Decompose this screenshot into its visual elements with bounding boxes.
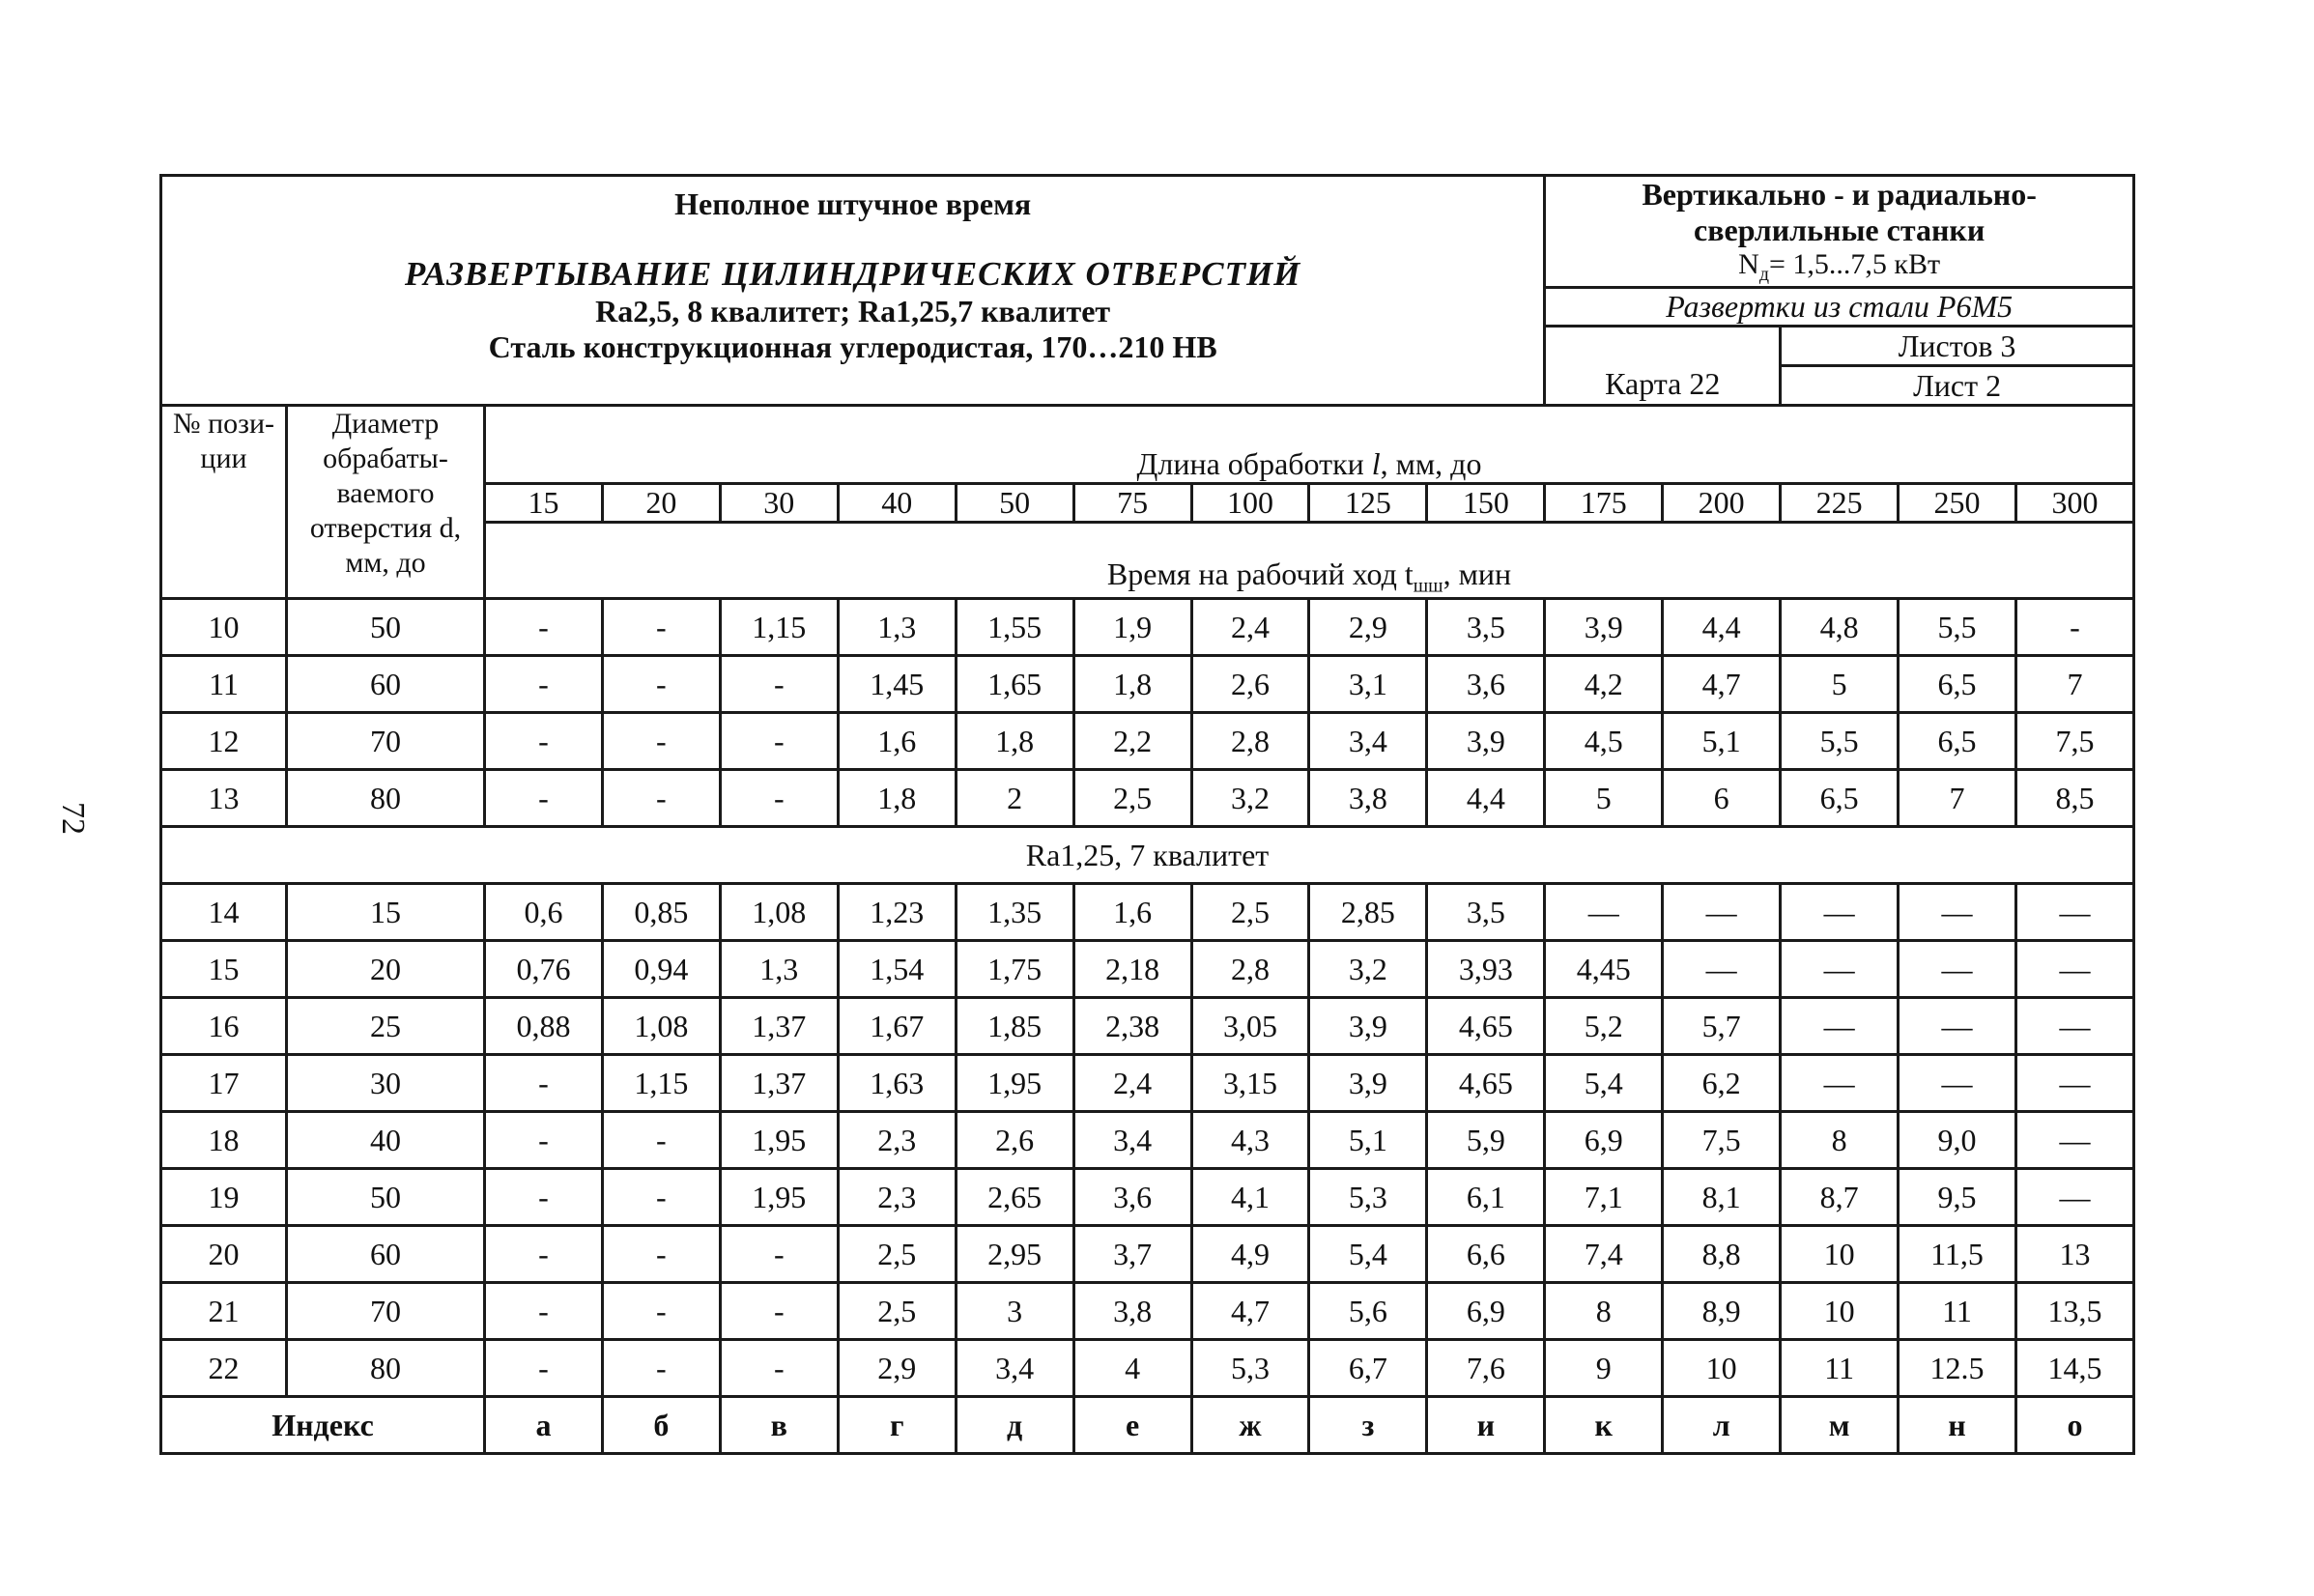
- time-cell: 5,1: [1663, 713, 1781, 770]
- table-row: [161, 1112, 2134, 1169]
- time-cell: 3,93: [1427, 941, 1545, 998]
- time-cell: 8,1: [1663, 1169, 1781, 1226]
- time-cell: 4,3: [1191, 1112, 1309, 1169]
- time-cell: 2,5: [1191, 884, 1309, 941]
- left-title: Неполное штучное время: [674, 186, 1032, 221]
- time-cell: -: [602, 656, 720, 713]
- pos-cell: 19: [161, 1169, 287, 1226]
- length-value: 20: [602, 484, 720, 523]
- length-value: 300: [2015, 484, 2133, 523]
- time-cell: 13: [2015, 1226, 2133, 1283]
- index-letter: б: [602, 1397, 720, 1454]
- time-cell: 2,65: [956, 1169, 1073, 1226]
- time-cell: 5,9: [1427, 1112, 1545, 1169]
- time-cell: 1,95: [956, 1055, 1073, 1112]
- time-cell: -: [602, 770, 720, 827]
- time-cell: 5,2: [1545, 998, 1663, 1055]
- table-row: [161, 1169, 2134, 1226]
- time-cell: 2,4: [1191, 599, 1309, 656]
- index-row: [161, 1397, 2134, 1454]
- time-cell: —: [1781, 998, 1899, 1055]
- time-cell: 4,4: [1663, 599, 1781, 656]
- time-cell: 1,8: [838, 770, 956, 827]
- time-cell: 0,6: [485, 884, 603, 941]
- table-row: [161, 884, 2134, 941]
- index-letter: е: [1073, 1397, 1191, 1454]
- time-cell: 7,1: [1545, 1169, 1663, 1226]
- time-cell: 4,4: [1427, 770, 1545, 827]
- table-row: [161, 599, 2134, 656]
- diam-cell: 20: [287, 941, 485, 998]
- time-cell: 7,4: [1545, 1226, 1663, 1283]
- length-value: 75: [1073, 484, 1191, 523]
- time-cell: 8: [1545, 1283, 1663, 1340]
- table-row: [161, 1055, 2134, 1112]
- time-cell: 7: [2015, 656, 2133, 713]
- time-cell: -: [720, 1226, 838, 1283]
- time-cell: 3,2: [1191, 770, 1309, 827]
- table-row: [161, 1283, 2134, 1340]
- page-number: 72: [55, 802, 91, 835]
- diam-cell: 70: [287, 1283, 485, 1340]
- diam-cell: 60: [287, 1226, 485, 1283]
- time-cell: —: [2015, 941, 2133, 998]
- time-cell: 4,8: [1781, 599, 1899, 656]
- diam-cell: 50: [287, 1169, 485, 1226]
- time-cell: 1,37: [720, 1055, 838, 1112]
- time-cell: -: [602, 1112, 720, 1169]
- material: Сталь конструкционная углеродистая, 170…210 НВ: [488, 329, 1217, 364]
- time-cell: 4,5: [1545, 713, 1663, 770]
- time-cell: 8,5: [2015, 770, 2133, 827]
- sheets-total: Листов 3: [1781, 327, 2134, 366]
- time-cell: 5,4: [1309, 1226, 1427, 1283]
- time-cell: 4,2: [1545, 656, 1663, 713]
- table-row: [161, 998, 2134, 1055]
- time-cell: 2,9: [838, 1340, 956, 1397]
- time-cell: 2,5: [838, 1283, 956, 1340]
- time-cell: 1,23: [838, 884, 956, 941]
- time-cell: 5,5: [1899, 599, 2016, 656]
- length-value: 40: [838, 484, 956, 523]
- time-cell: —: [2015, 1112, 2133, 1169]
- index-letter: д: [956, 1397, 1073, 1454]
- time-cell: —: [2015, 884, 2133, 941]
- time-cell: 1,08: [602, 998, 720, 1055]
- time-cell: 11: [1899, 1283, 2016, 1340]
- subtitle: Ra2,5, 8 квалитет; Ra1,25,7 квалитет: [595, 294, 1111, 328]
- table-row: [161, 713, 2134, 770]
- time-cell: 1,3: [838, 599, 956, 656]
- time-cell: 6,2: [1663, 1055, 1781, 1112]
- time-cell: -: [485, 1055, 603, 1112]
- time-cell: 2,2: [1073, 713, 1191, 770]
- time-cell: 8,9: [1663, 1283, 1781, 1340]
- time-cell: 1,85: [956, 998, 1073, 1055]
- time-cell: 1,6: [1073, 884, 1191, 941]
- time-cell: 1,35: [956, 884, 1073, 941]
- time-cell: 5,3: [1191, 1340, 1309, 1397]
- index-letter: о: [2015, 1397, 2133, 1454]
- time-cell: —: [1545, 884, 1663, 941]
- time-cell: 2,6: [956, 1112, 1073, 1169]
- title-block: [161, 176, 1545, 406]
- table-row: [161, 770, 2134, 827]
- time-cell: 1,37: [720, 998, 838, 1055]
- pos-header: № пози-ции: [161, 406, 287, 599]
- pos-cell: 22: [161, 1340, 287, 1397]
- time-cell: 3,15: [1191, 1055, 1309, 1112]
- time-cell: -: [485, 713, 603, 770]
- diam-cell: 15: [287, 884, 485, 941]
- pos-cell: 14: [161, 884, 287, 941]
- diam-cell: 80: [287, 1340, 485, 1397]
- time-cell: 2,18: [1073, 941, 1191, 998]
- time-cell: 6,1: [1427, 1169, 1545, 1226]
- time-cell: -: [485, 656, 603, 713]
- time-cell: 1,75: [956, 941, 1073, 998]
- length-value: 150: [1427, 484, 1545, 523]
- index-letter: и: [1427, 1397, 1545, 1454]
- time-cell: 0,76: [485, 941, 603, 998]
- time-cell: 8,7: [1781, 1169, 1899, 1226]
- time-cell: 10: [1781, 1226, 1899, 1283]
- time-cell: 8,8: [1663, 1226, 1781, 1283]
- power: $N_д= 1,5...7,5$ кВт: [1738, 248, 1941, 285]
- time-cell: -: [485, 1226, 603, 1283]
- time-cell: 9,0: [1899, 1112, 2016, 1169]
- time-cell: 6,5: [1899, 713, 2016, 770]
- machines-cell: [1545, 176, 2134, 288]
- diam-cell: 60: [287, 656, 485, 713]
- time-cell: 1,45: [838, 656, 956, 713]
- diam-cell: 30: [287, 1055, 485, 1112]
- time-cell: 4,65: [1427, 998, 1545, 1055]
- time-cell: 6,7: [1309, 1340, 1427, 1397]
- time-cell: -: [602, 1169, 720, 1226]
- time-cell: —: [1899, 884, 2016, 941]
- time-cell: 2,95: [956, 1226, 1073, 1283]
- time-cell: 3,4: [1073, 1112, 1191, 1169]
- time-cell: -: [485, 1340, 603, 1397]
- time-cell: 7: [1899, 770, 2016, 827]
- time-cell: 4,1: [1191, 1169, 1309, 1226]
- time-cell: -: [602, 1283, 720, 1340]
- diam-cell: 40: [287, 1112, 485, 1169]
- length-value: 15: [485, 484, 603, 523]
- time-cell: 4,7: [1663, 656, 1781, 713]
- length-value: 100: [1191, 484, 1309, 523]
- index-letter: в: [720, 1397, 838, 1454]
- time-cell: -: [602, 1226, 720, 1283]
- length-value: 250: [1899, 484, 2016, 523]
- length-value: 125: [1309, 484, 1427, 523]
- table-row: [161, 1340, 2134, 1397]
- time-cell: 11,5: [1899, 1226, 2016, 1283]
- time-cell: 4,45: [1545, 941, 1663, 998]
- pos-cell: 21: [161, 1283, 287, 1340]
- diam-cell: 80: [287, 770, 485, 827]
- time-cell: 2,6: [1191, 656, 1309, 713]
- time-cell: 5: [1781, 656, 1899, 713]
- time-cell: 8: [1781, 1112, 1899, 1169]
- time-cell: 3,7: [1073, 1226, 1191, 1283]
- length-value: 200: [1663, 484, 1781, 523]
- time-cell: 5,3: [1309, 1169, 1427, 1226]
- section-label: Ra1,25, 7 квалитет: [161, 827, 2134, 884]
- time-cell: 4,65: [1427, 1055, 1545, 1112]
- sheet-number: Лист 2: [1781, 366, 2134, 406]
- length-value: 50: [956, 484, 1073, 523]
- time-cell: 7,6: [1427, 1340, 1545, 1397]
- time-cell: 3,6: [1073, 1169, 1191, 1226]
- time-cell: 3: [956, 1283, 1073, 1340]
- time-cell: —: [1899, 941, 2016, 998]
- time-cell: 1,6: [838, 713, 956, 770]
- time-cell: 9,5: [1899, 1169, 2016, 1226]
- time-cell: 3,6: [1427, 656, 1545, 713]
- time-cell: 3,2: [1309, 941, 1427, 998]
- time-cell: —: [1899, 1055, 2016, 1112]
- time-cell: 1,08: [720, 884, 838, 941]
- machines: Вертикально - и радиально- сверлильные станки: [1642, 177, 2037, 247]
- time-cell: 1,15: [720, 599, 838, 656]
- time-cell: 3,4: [1309, 713, 1427, 770]
- time-cell: —: [1663, 941, 1781, 998]
- time-cell: 7,5: [1663, 1112, 1781, 1169]
- time-cell: 3,5: [1427, 884, 1545, 941]
- time-cell: -: [485, 1112, 603, 1169]
- time-cell: 3,8: [1073, 1283, 1191, 1340]
- length-value: 175: [1545, 484, 1663, 523]
- time-cell: 14,5: [2015, 1340, 2133, 1397]
- time-cell: 5: [1545, 770, 1663, 827]
- time-cell: —: [1781, 941, 1899, 998]
- pos-cell: 15: [161, 941, 287, 998]
- time-cell: —: [2015, 1169, 2133, 1226]
- time-cell: 12.5: [1899, 1340, 2016, 1397]
- diam-header: Диаметр обрабаты-ваемого отверстия d, мм, до: [287, 406, 485, 599]
- time-cell: 5,7: [1663, 998, 1781, 1055]
- time-cell: 1,95: [720, 1169, 838, 1226]
- card-number: Карта 22: [1545, 327, 1781, 406]
- time-cell: 3,05: [1191, 998, 1309, 1055]
- time-cell: 5,4: [1545, 1055, 1663, 1112]
- index-letter: ж: [1191, 1397, 1309, 1454]
- time-cell: 9: [1545, 1340, 1663, 1397]
- time-cell: 1,8: [1073, 656, 1191, 713]
- diam-cell: 70: [287, 713, 485, 770]
- time-cell: 13,5: [2015, 1283, 2133, 1340]
- time-cell: —: [2015, 1055, 2133, 1112]
- norm-table: [159, 174, 2135, 1455]
- time-cell: 1,9: [1073, 599, 1191, 656]
- time-cell: 6,5: [1781, 770, 1899, 827]
- time-cell: 3,4: [956, 1340, 1073, 1397]
- time-cell: 2,4: [1073, 1055, 1191, 1112]
- time-cell: 11: [1781, 1340, 1899, 1397]
- time-cell: 7,5: [2015, 713, 2133, 770]
- length-header: Длина обработки l, мм, до: [485, 406, 2134, 484]
- time-cell: 1,63: [838, 1055, 956, 1112]
- time-cell: -: [602, 1340, 720, 1397]
- time-cell: 0,94: [602, 941, 720, 998]
- time-cell: 5,5: [1781, 713, 1899, 770]
- time-cell: 1,54: [838, 941, 956, 998]
- time-cell: 2,5: [1073, 770, 1191, 827]
- time-cell: 6,9: [1427, 1283, 1545, 1340]
- time-cell: -: [602, 599, 720, 656]
- index-letter: к: [1545, 1397, 1663, 1454]
- time-cell: 2,5: [838, 1226, 956, 1283]
- time-cell: —: [1781, 1055, 1899, 1112]
- time-cell: -: [720, 1283, 838, 1340]
- time-cell: -: [720, 770, 838, 827]
- time-cell: 1,15: [602, 1055, 720, 1112]
- pos-cell: 12: [161, 713, 287, 770]
- main-title: РАЗВЕРТЫВАНИЕ ЦИЛИНДРИЧЕСКИХ ОТВЕРСТИЙ: [404, 255, 1301, 293]
- section-row: [161, 827, 2134, 884]
- time-cell: 3,1: [1309, 656, 1427, 713]
- time-cell: -: [485, 1283, 603, 1340]
- time-header: Время на рабочий ход $t_{шш}$, мин: [485, 523, 2134, 599]
- table-row: [161, 941, 2134, 998]
- time-cell: -: [720, 713, 838, 770]
- time-cell: 4: [1073, 1340, 1191, 1397]
- time-cell: 5,1: [1309, 1112, 1427, 1169]
- time-cell: -: [602, 713, 720, 770]
- time-cell: 1,8: [956, 713, 1073, 770]
- pos-cell: 18: [161, 1112, 287, 1169]
- time-cell: 2,38: [1073, 998, 1191, 1055]
- time-cell: 2,3: [838, 1169, 956, 1226]
- time-cell: 1,95: [720, 1112, 838, 1169]
- index-label: Индекс: [161, 1397, 485, 1454]
- time-cell: 1,3: [720, 941, 838, 998]
- pos-cell: 20: [161, 1226, 287, 1283]
- time-cell: 5,6: [1309, 1283, 1427, 1340]
- time-cell: 6,5: [1899, 656, 2016, 713]
- time-cell: 2: [956, 770, 1073, 827]
- time-cell: -: [2015, 599, 2133, 656]
- pos-cell: 16: [161, 998, 287, 1055]
- time-cell: 3,9: [1545, 599, 1663, 656]
- time-cell: 2,8: [1191, 713, 1309, 770]
- index-letter: г: [838, 1397, 956, 1454]
- length-value: 30: [720, 484, 838, 523]
- time-cell: 1,65: [956, 656, 1073, 713]
- time-cell: 3,8: [1309, 770, 1427, 827]
- time-cell: 3,5: [1427, 599, 1545, 656]
- time-cell: -: [485, 1169, 603, 1226]
- time-cell: 3,9: [1309, 1055, 1427, 1112]
- pos-cell: 17: [161, 1055, 287, 1112]
- time-cell: 0,88: [485, 998, 603, 1055]
- index-letter: з: [1309, 1397, 1427, 1454]
- time-cell: 2,3: [838, 1112, 956, 1169]
- diam-cell: 50: [287, 599, 485, 656]
- index-letter: н: [1899, 1397, 2016, 1454]
- pos-cell: 10: [161, 599, 287, 656]
- time-cell: 2,85: [1309, 884, 1427, 941]
- index-letter: а: [485, 1397, 603, 1454]
- time-cell: —: [1781, 884, 1899, 941]
- index-letter: л: [1663, 1397, 1781, 1454]
- time-cell: 4,9: [1191, 1226, 1309, 1283]
- pos-cell: 11: [161, 656, 287, 713]
- length-value: 225: [1781, 484, 1899, 523]
- time-cell: -: [720, 656, 838, 713]
- diam-cell: 25: [287, 998, 485, 1055]
- time-cell: -: [485, 770, 603, 827]
- time-cell: 1,55: [956, 599, 1073, 656]
- time-cell: 10: [1781, 1283, 1899, 1340]
- time-cell: 1,67: [838, 998, 956, 1055]
- norm-card: [159, 174, 2135, 1455]
- table-row: [161, 1226, 2134, 1283]
- time-cell: 3,9: [1427, 713, 1545, 770]
- time-cell: 10: [1663, 1340, 1781, 1397]
- time-cell: —: [2015, 998, 2133, 1055]
- time-cell: 6: [1663, 770, 1781, 827]
- time-cell: 6,9: [1545, 1112, 1663, 1169]
- time-cell: -: [485, 599, 603, 656]
- time-cell: 2,9: [1309, 599, 1427, 656]
- time-cell: -: [720, 1340, 838, 1397]
- time-cell: —: [1899, 998, 2016, 1055]
- pos-cell: 13: [161, 770, 287, 827]
- time-cell: 6,6: [1427, 1226, 1545, 1283]
- time-cell: —: [1663, 884, 1781, 941]
- time-cell: 3,9: [1309, 998, 1427, 1055]
- table-row: [161, 656, 2134, 713]
- time-cell: 4,7: [1191, 1283, 1309, 1340]
- tool: Развертки из стали Р6М5: [1545, 288, 2134, 327]
- index-letter: м: [1781, 1397, 1899, 1454]
- time-cell: 0,85: [602, 884, 720, 941]
- time-cell: 2,8: [1191, 941, 1309, 998]
